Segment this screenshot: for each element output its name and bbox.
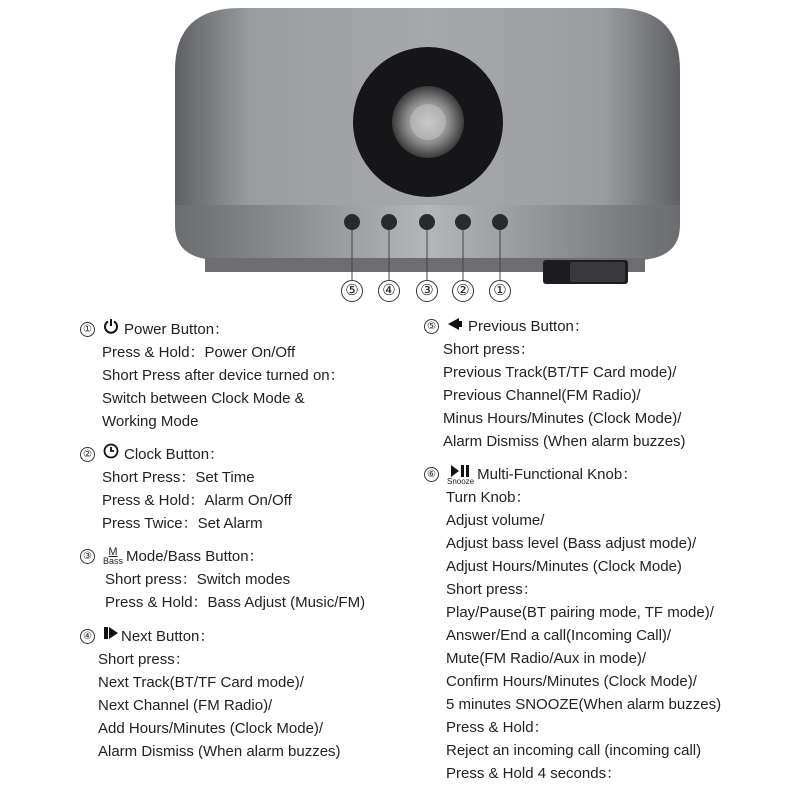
clock-line: Short Press：Set Time (102, 469, 255, 486)
previous-line: Previous Channel(FM Radio)/ (443, 387, 641, 404)
knob-line: Turn Knob： (446, 489, 531, 506)
mode-bass-icon: M Bass (103, 545, 124, 566)
power-line: Press & Hold：Power On/Off (102, 344, 296, 361)
knob-header (424, 463, 721, 486)
previous-icon (447, 315, 463, 338)
callout-3: ③ (416, 280, 438, 302)
knob-line: Adjust volume/ (446, 512, 545, 529)
previous-line: Alarm Dismiss (When alarm buzzes) (443, 433, 686, 450)
next-line: Next Track(BT/TF Card mode)/ (98, 674, 304, 691)
knob-line: Press & Hold 4 seconds： (446, 765, 622, 782)
knob-line: 5 minutes SNOOZE(When alarm buzzes) (446, 696, 722, 713)
next-line: Alarm Dismiss (When alarm buzzes) (98, 743, 341, 760)
next-section (80, 625, 341, 763)
mode-header (80, 545, 365, 568)
knob-line: Answer/End a call(Incoming Call)/ (446, 627, 672, 644)
next-icon (103, 625, 119, 648)
mode-title: Mode/Bass Button： (126, 548, 264, 565)
next-line: Add Hours/Minutes (Clock Mode)/ (98, 720, 324, 737)
next-header (80, 625, 341, 648)
previous-header (424, 315, 686, 338)
section-number: ① (80, 322, 95, 337)
previous-section (424, 315, 686, 453)
clock-line: Press Twice：Set Alarm (102, 515, 263, 532)
clock-title: Clock Button： (124, 446, 225, 463)
power-line: Short Press after device turned on： (102, 367, 345, 384)
previous-line: Previous Track(BT/TF Card mode)/ (443, 364, 677, 381)
play-pause-icon: Snooze (447, 464, 474, 486)
callout-1: ① (489, 280, 511, 302)
power-header (80, 318, 345, 341)
section-number: ④ (80, 629, 95, 644)
power-line: Working Mode (102, 413, 199, 430)
knob-line: Confirm Hours/Minutes (Clock Mode)/ (446, 673, 697, 690)
previous-line: Short press： (443, 341, 535, 358)
knob-line: Adjust bass level (Bass adjust mode)/ (446, 535, 697, 552)
clock-header (80, 443, 292, 466)
power-title: Power Button： (124, 321, 230, 338)
next-line: Next Channel (FM Radio)/ (98, 697, 273, 714)
clock-icon (103, 443, 119, 466)
knob-line: Short press： (446, 581, 538, 598)
clock-line: Press & Hold：Alarm On/Off (102, 492, 292, 509)
next-line: Short press： (98, 651, 190, 668)
previous-title: Previous Button： (468, 318, 589, 335)
device-illustration (0, 0, 800, 310)
section-number: ③ (80, 549, 95, 564)
callout-5: ⑤ (341, 280, 363, 302)
section-number: ⑤ (424, 319, 439, 334)
previous-line: Minus Hours/Minutes (Clock Mode)/ (443, 410, 682, 427)
knob-title: Multi-Functional Knob： (477, 466, 638, 483)
callout-2: ② (452, 280, 474, 302)
power-icon (103, 318, 119, 341)
knob-line: Reject an incoming call (incoming call) (446, 742, 702, 759)
power-section (80, 318, 345, 433)
mode-line: Press & Hold：Bass Adjust (Music/FM) (105, 594, 366, 611)
mode-line: Short press：Switch modes (105, 571, 291, 588)
knob-line: Adjust Hours/Minutes (Clock Mode) (446, 558, 682, 575)
knob-line: Play/Pause(BT pairing mode, TF mode)/ (446, 604, 714, 621)
clock-section (80, 443, 292, 535)
next-title: Next Button： (121, 628, 215, 645)
section-number: ② (80, 447, 95, 462)
section-number: ⑥ (424, 467, 439, 482)
power-line: Switch between Clock Mode & (102, 390, 305, 407)
callout-4: ④ (378, 280, 400, 302)
knob-line: Mute(FM Radio/Aux in mode)/ (446, 650, 647, 667)
mode-section (80, 545, 365, 614)
knob-section (424, 463, 721, 785)
knob-line: Press & Hold： (446, 719, 549, 736)
